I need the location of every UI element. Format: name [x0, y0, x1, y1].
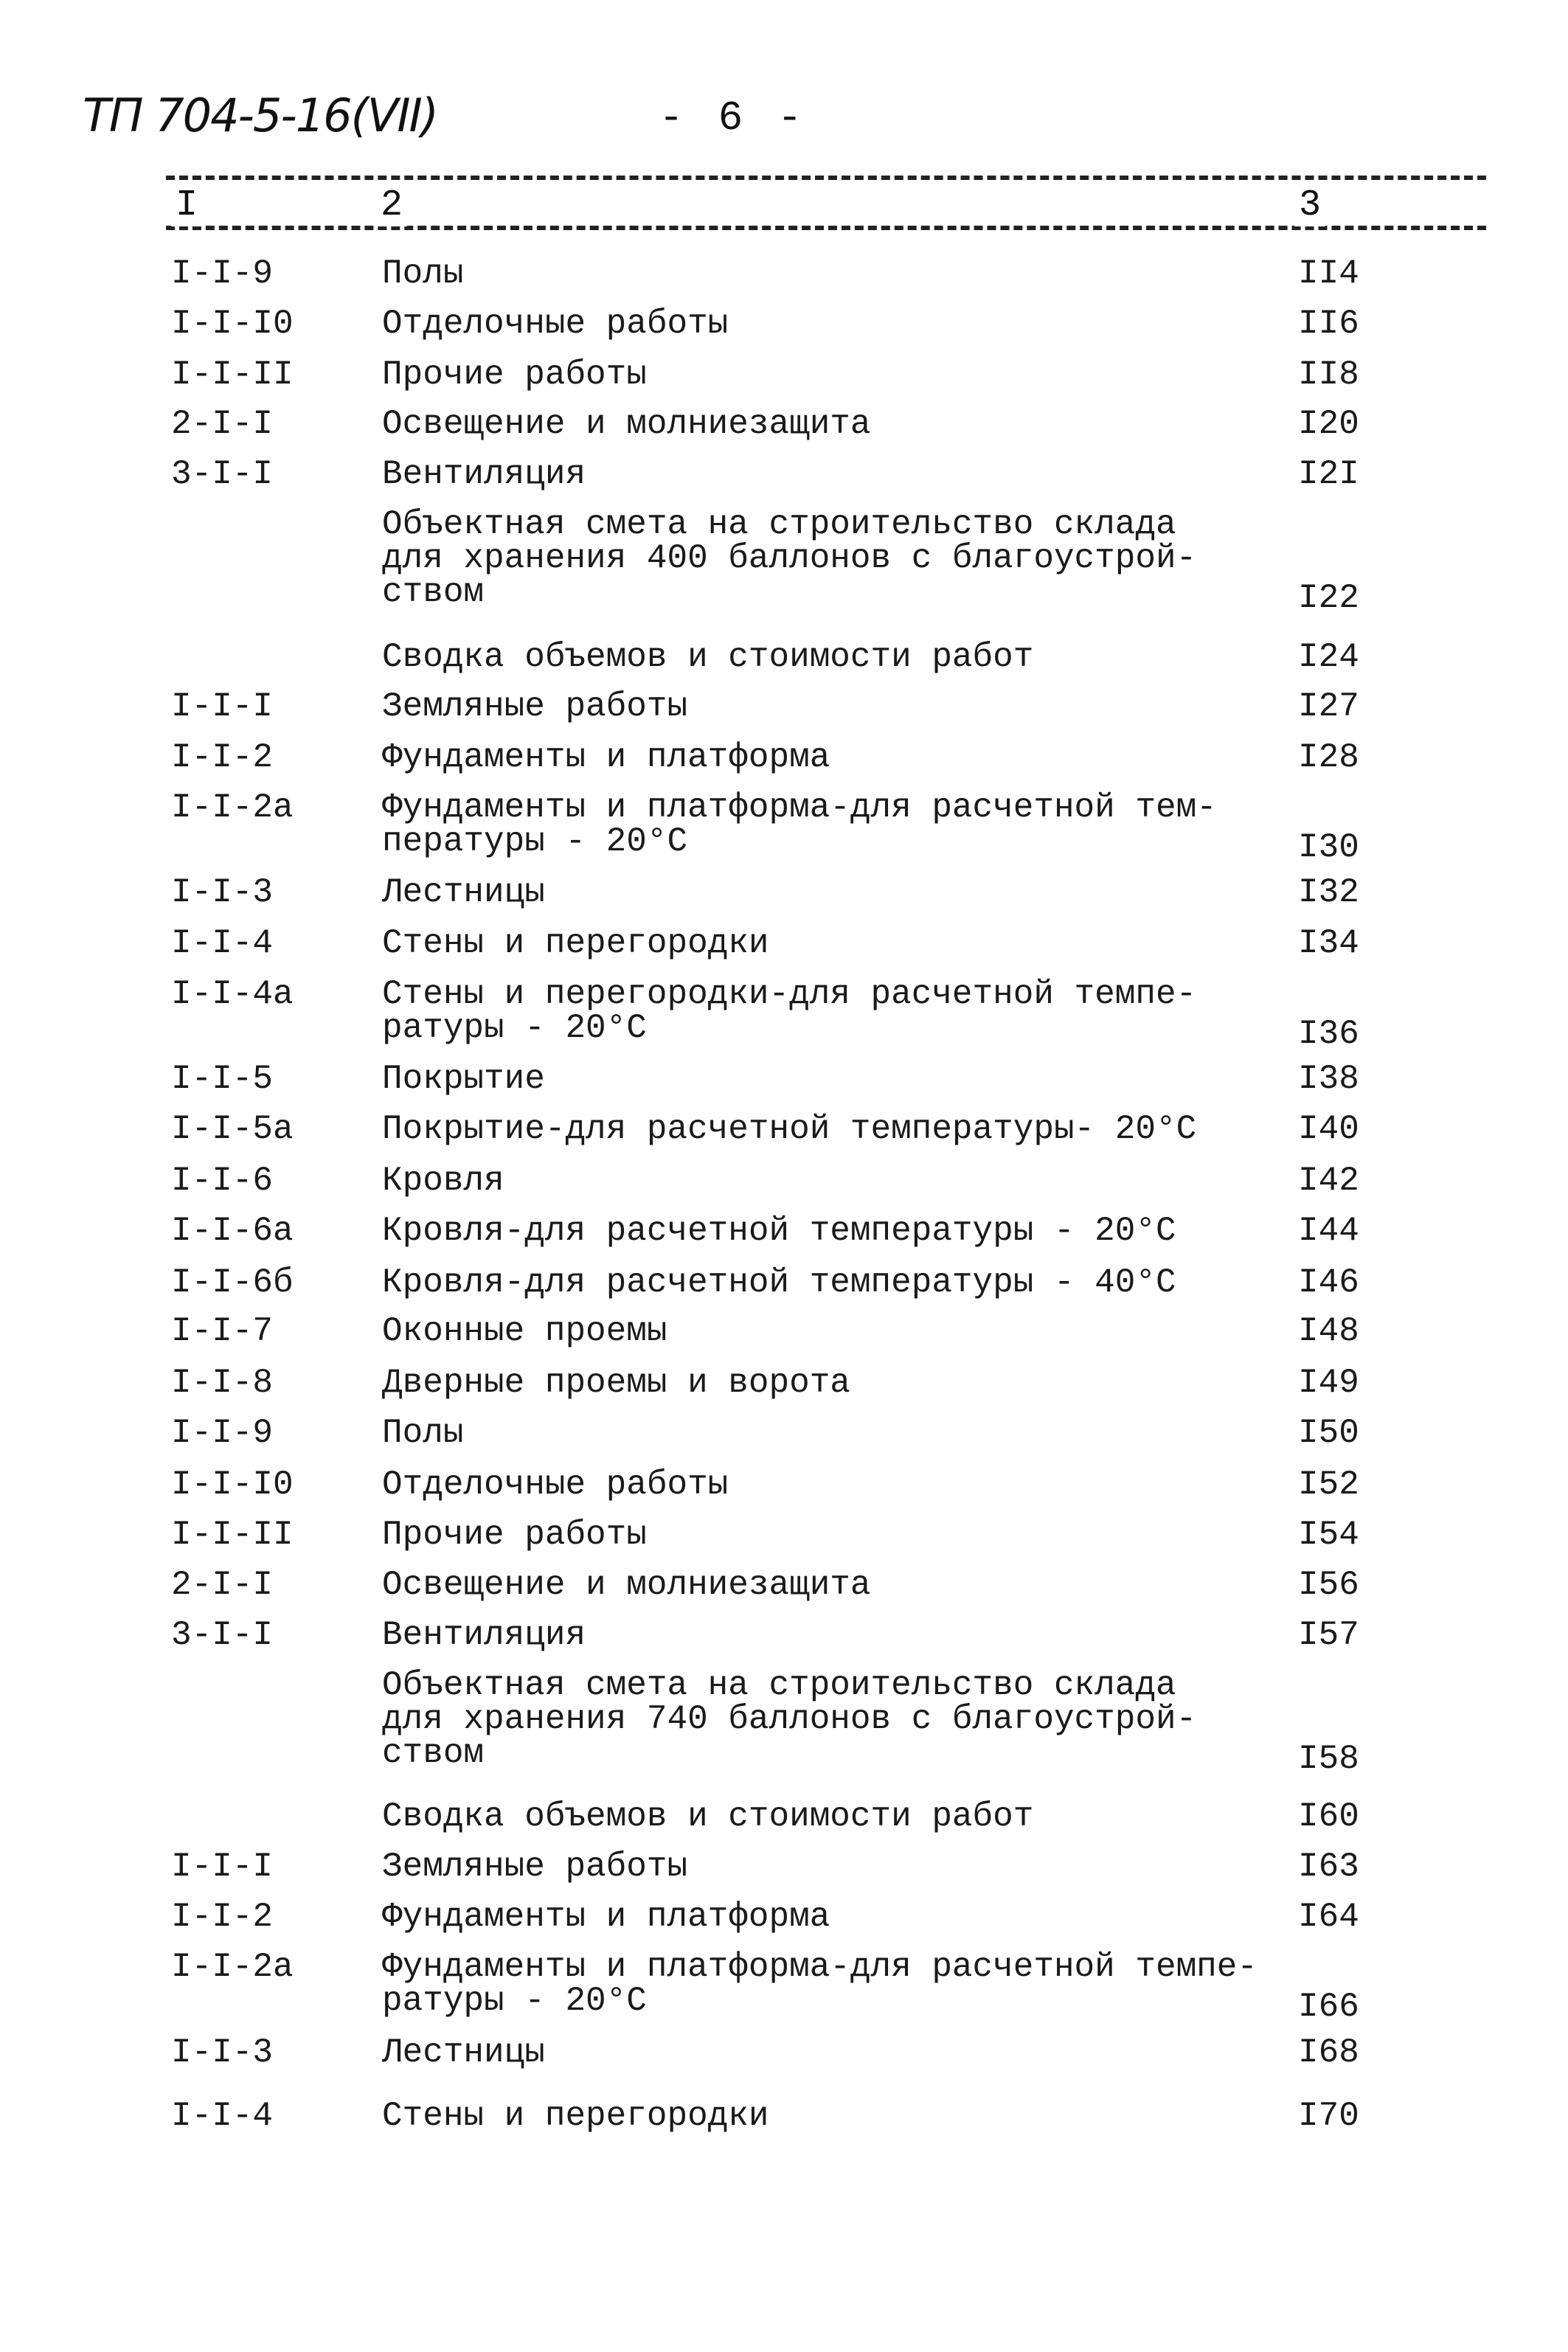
row-code: I-I-I	[171, 687, 274, 726]
row-code: I-I-4a	[171, 975, 294, 1013]
row-code: I-I-3	[171, 2033, 274, 2072]
row-description: Объектная смета на строительство склада для хранения 400 баллонов с благоустрой- ством	[382, 505, 1197, 611]
row-description: Вентиляция	[382, 455, 586, 493]
row-code: I-I-I0	[171, 1465, 294, 1504]
row-page-number: I49	[1298, 1364, 1359, 1402]
row-description: Отделочные работы	[382, 305, 729, 343]
row-page-number: I52	[1298, 1465, 1359, 1504]
table-top-rule	[166, 176, 1486, 180]
row-page-number: I28	[1298, 738, 1359, 777]
column-header-1: I	[171, 184, 202, 226]
row-code: I-I-9	[171, 1414, 274, 1452]
row-description: Покрытие	[382, 1060, 545, 1098]
row-code: I-I-6a	[171, 1212, 294, 1250]
row-code: I-I-I0	[171, 305, 294, 343]
row-page-number: I42	[1298, 1162, 1359, 1200]
page-number	[649, 94, 812, 142]
row-page-number: I60	[1298, 1797, 1359, 1836]
row-description: Фундаменты и платформа	[382, 738, 830, 777]
row-page-number: I70	[1298, 2097, 1359, 2135]
column-header-3: 3	[1294, 184, 1325, 226]
row-page-number: II8	[1298, 355, 1359, 394]
page-number-dash-right: -	[777, 94, 802, 142]
row-code: 3-I-I	[171, 455, 274, 493]
row-code: 2-I-I	[171, 405, 274, 443]
row-description: Вентиляция	[382, 1616, 586, 1654]
row-code: 2-I-I	[171, 1566, 274, 1604]
row-page-number: I64	[1298, 1898, 1359, 1936]
row-description: Стены и перегородки	[382, 2097, 769, 2135]
row-page-number: I38	[1298, 1060, 1359, 1098]
row-description: Кровля	[382, 1162, 504, 1200]
row-description: Освещение и молниезащита	[382, 1566, 871, 1604]
row-page-number: I30	[1298, 828, 1359, 867]
row-page-number: I40	[1298, 1110, 1359, 1148]
row-code: I-I-6	[171, 1162, 274, 1200]
row-page-number: I27	[1298, 687, 1359, 726]
row-page-number: I46	[1298, 1263, 1359, 1302]
row-description: Оконные проемы	[382, 1312, 667, 1350]
row-description: Сводка объемов и стоимости работ	[382, 1797, 1034, 1836]
row-description: Прочие работы	[382, 1516, 647, 1554]
row-page-number: I2I	[1298, 455, 1359, 493]
row-page-number: I44	[1298, 1212, 1359, 1250]
row-page-number: I66	[1298, 1988, 1359, 2026]
row-description: Прочие работы	[382, 355, 647, 394]
row-code: I-I-2a	[171, 788, 294, 827]
row-page-number: I20	[1298, 405, 1359, 443]
row-description: Фундаменты и платформа-для расчетной тем- пературы - 20°С	[382, 788, 1217, 861]
row-code: 3-I-I	[171, 1616, 274, 1654]
row-page-number: I58	[1298, 1740, 1359, 1778]
row-description: Объектная смета на строительство склада для хранения 740 баллонов с благоустрой- ством	[382, 1666, 1197, 1772]
page-number-dash-left: -	[659, 94, 684, 142]
row-description: Сводка объемов и стоимости работ	[382, 638, 1034, 676]
row-page-number: I68	[1298, 2033, 1359, 2072]
row-code: I-I-I	[171, 1848, 274, 1886]
row-code: I-I-8	[171, 1364, 274, 1402]
row-code: I-I-2	[171, 1898, 274, 1936]
row-code: I-I-II	[171, 1516, 294, 1554]
row-page-number: I63	[1298, 1848, 1359, 1886]
row-description: Стены и перегородки	[382, 924, 769, 962]
row-description: Стены и перегородки-для расчетной темпе- ратуры - 20°С	[382, 975, 1197, 1047]
page-number-value: 6	[718, 94, 743, 142]
row-page-number: I48	[1298, 1312, 1359, 1350]
row-page-number: I24	[1298, 638, 1359, 676]
row-page-number: I50	[1298, 1414, 1359, 1452]
row-code: I-I-II	[171, 355, 294, 394]
row-code: I-I-6б	[171, 1263, 294, 1302]
row-description: Кровля-для расчетной температуры - 20°С	[382, 1212, 1176, 1250]
row-page-number: I56	[1298, 1566, 1359, 1604]
row-code: I-I-2a	[171, 1948, 294, 1986]
row-code: I-I-7	[171, 1312, 274, 1350]
row-code: I-I-2	[171, 738, 274, 777]
table-header-rule	[166, 226, 1486, 230]
row-code: I-I-4	[171, 2097, 274, 2135]
row-description: Освещение и молниезащита	[382, 405, 871, 443]
row-description: Земляные работы	[382, 687, 688, 726]
row-description: Лестницы	[382, 2033, 545, 2072]
row-code: I-I-3	[171, 873, 274, 912]
row-code: I-I-5	[171, 1060, 274, 1098]
row-code: I-I-9	[171, 254, 274, 293]
row-page-number: I34	[1298, 924, 1359, 962]
row-page-number: I57	[1298, 1616, 1359, 1654]
row-page-number: I32	[1298, 873, 1359, 912]
row-description: Полы	[382, 1414, 464, 1452]
row-description: Покрытие-для расчетной температуры- 20°С	[382, 1110, 1197, 1148]
row-description: Кровля-для расчетной температуры - 40°С	[382, 1263, 1176, 1302]
column-header-2: 2	[376, 184, 407, 226]
row-page-number: II6	[1298, 305, 1359, 343]
row-page-number: I22	[1298, 579, 1359, 617]
row-description: Полы	[382, 254, 464, 293]
row-page-number: I54	[1298, 1516, 1359, 1554]
row-page-number: II4	[1298, 254, 1359, 293]
row-description: Лестницы	[382, 873, 545, 912]
row-description: Отделочные работы	[382, 1465, 729, 1504]
row-description: Земляные работы	[382, 1848, 688, 1886]
row-code: I-I-4	[171, 924, 274, 962]
document-code: ТП 704-5-16(VII)	[83, 89, 437, 142]
row-code: I-I-5a	[171, 1110, 294, 1148]
row-description: Фундаменты и платформа-для расчетной темпе- ратуры - 20°С	[382, 1948, 1257, 2020]
row-page-number: I36	[1298, 1015, 1359, 1053]
row-description: Фундаменты и платформа	[382, 1898, 830, 1936]
row-description: Дверные проемы и ворота	[382, 1364, 850, 1402]
